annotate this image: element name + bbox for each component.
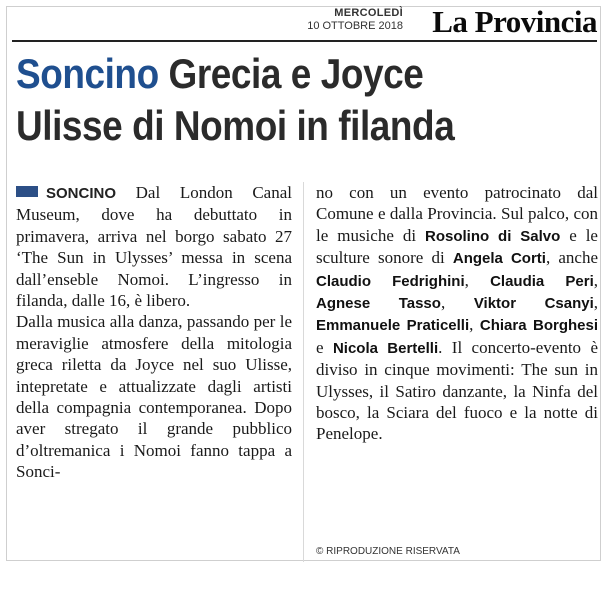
col2-text-1: no con un evento patrocinato dal Comune e dalla Provincia. Sul palco, con le musiche di — [316, 183, 598, 245]
issue-date — [307, 7, 403, 33]
col2-text-2: e le sculture sonore di — [316, 225, 598, 268]
artist-name: Claudia Peri — [490, 272, 594, 290]
paragraph-1-text: Dal London Canal Museum, dove ha debuttato in primavera, arriva nel borgo sabato 27 ‘The Sun in Ulysses’ messa in scena dall’enseble Nomoi. L’ingresso in filanda, dalle 16, è libero. — [16, 183, 292, 311]
dateline-place: SONCINO — [46, 185, 117, 202]
separator: , — [593, 293, 599, 313]
paragraph-1 — [16, 182, 292, 311]
headline-title-1: Grecia e Joyce — [168, 50, 424, 97]
headline-title-2: Ulisse di Nomoi in filanda — [16, 102, 455, 149]
artist-name: Rosolino di Salvo — [425, 227, 561, 245]
masthead-rule — [12, 40, 597, 42]
headline-line-1 — [16, 48, 531, 100]
article-column-1 — [16, 182, 292, 483]
newspaper-logo: La Provincia — [432, 4, 597, 39]
artist-name: Claudio Fedrighini — [316, 272, 465, 290]
separator: , — [593, 270, 598, 290]
paragraph-2: Dalla musica alla danza, passando per le meraviglie atmosfere della mitologia greca riletta da Joyce nel suo Ulisse, intepretate e attualizzate dagli artisti della compagnia contemporanea. Dopo aver stregato il grande pubblico d’oltremanica i Nomoi fanno tappa a Sonci- — [16, 312, 292, 482]
column-divider — [303, 182, 304, 562]
artist-name: Emmanuele Praticelli — [316, 317, 470, 335]
headline-kicker: Soncino — [16, 50, 159, 97]
artist-name: Agnese Tasso — [316, 295, 441, 313]
artist-name: Angela Corti — [452, 250, 546, 268]
artist-name: Chiara Borghesi — [479, 317, 598, 335]
col2-text-3: , anche — [545, 248, 599, 268]
section-marker-icon — [16, 186, 38, 197]
issue-date-text: 10 OTTOBRE 2018 — [307, 20, 403, 32]
headline — [16, 48, 531, 152]
artist-name: Viktor Csanyi — [473, 295, 594, 313]
separator: , — [469, 315, 480, 335]
col2-text-4: . Il concerto-evento è diviso in cinque movimenti: The sun in Ulysses, il Satiro danzante, la Ninfa del bosco, la Sciara del fuoco e la notte di Penelope. — [316, 337, 598, 444]
paragraph-3 — [316, 182, 598, 445]
separator: e — [316, 337, 333, 357]
separator: , — [464, 270, 491, 290]
artist-name: Nicola Bertelli — [332, 339, 439, 357]
article-column-2 — [316, 182, 598, 445]
masthead — [0, 0, 609, 46]
copyright-notice: © RIPRODUZIONE RISERVATA — [316, 546, 460, 557]
issue-day: MERCOLEDÌ — [334, 7, 403, 19]
separator: , — [440, 293, 474, 313]
